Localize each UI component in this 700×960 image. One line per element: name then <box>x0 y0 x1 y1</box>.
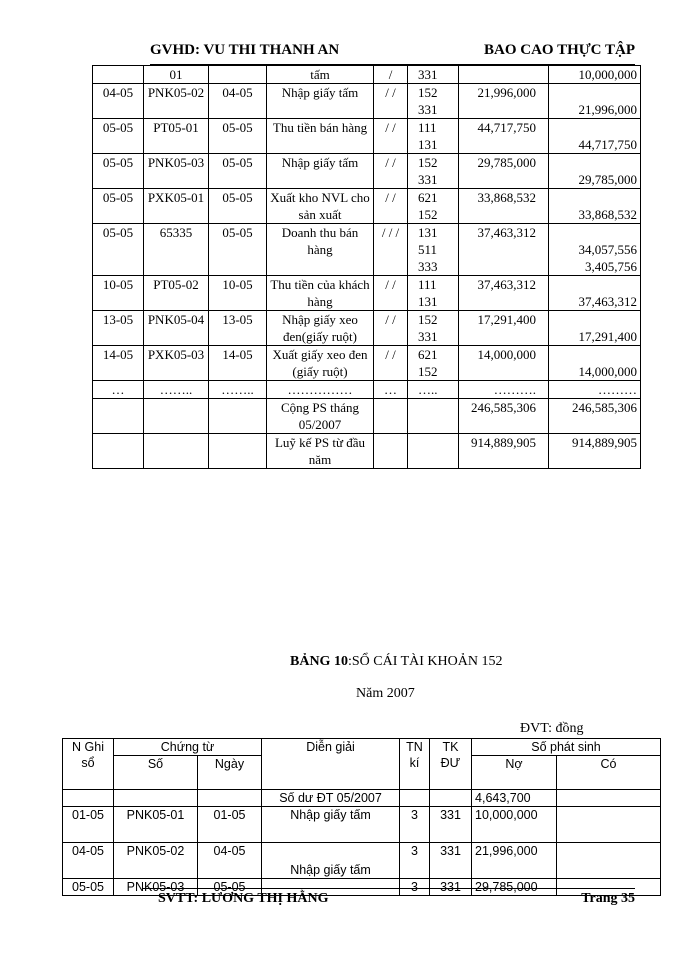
col-dien-giai-header: Diễn giải <box>262 739 400 790</box>
table-cell: 3 <box>400 843 430 879</box>
table-cell: 05-05 <box>198 879 262 896</box>
table-cell: 10,000,000 <box>549 66 641 84</box>
col-tn-header: TN kí <box>400 739 430 790</box>
table-cell <box>93 399 144 434</box>
table-cell: / / <box>374 311 408 346</box>
table-cell: tấm <box>267 66 374 84</box>
table-cell: Doanh thu bán hàng <box>267 224 374 276</box>
table-row <box>93 311 641 346</box>
table-cell: / / <box>374 119 408 154</box>
table-cell: 14,000,000 <box>549 346 641 381</box>
table-cell: Luỹ kế PS từ đầu năm <box>267 434 374 469</box>
table-cell <box>144 434 209 469</box>
table-cell: / / <box>374 346 408 381</box>
table-cell: 331 <box>408 66 459 84</box>
table-cell: PT05-02 <box>144 276 209 311</box>
table-cell: 111 131 <box>408 276 459 311</box>
ledger-year: Năm 2007 <box>356 686 415 701</box>
table-cell: …………… <box>267 381 374 399</box>
table-cell: PNK05-03 <box>114 879 198 896</box>
table-cell: 21,996,000 <box>549 84 641 119</box>
table-row <box>63 807 661 843</box>
table-cell: 246,585,306 <box>459 399 549 434</box>
table-cell: 04-05 <box>209 84 267 119</box>
table-cell: 14-05 <box>93 346 144 381</box>
table-cell: 331 <box>430 879 472 896</box>
table-cell: 05-05 <box>209 224 267 276</box>
table-row <box>93 399 641 434</box>
table-cell <box>209 399 267 434</box>
table-cell: PXK05-03 <box>144 346 209 381</box>
ledger-title-bold: BẢNG 10 <box>290 654 348 669</box>
table-cell: 01-05 <box>198 807 262 843</box>
table-cell: 3 <box>400 807 430 843</box>
table-cell: Cộng PS tháng 05/2007 <box>267 399 374 434</box>
table-row <box>93 66 641 84</box>
table-cell: 04-05 <box>198 843 262 879</box>
table-row <box>93 119 641 154</box>
table-cell <box>63 790 114 807</box>
table-cell <box>408 434 459 469</box>
page-header <box>150 42 635 65</box>
table-cell: 14,000,000 <box>459 346 549 381</box>
table-cell: 05-05 <box>93 119 144 154</box>
table-cell: 34,057,556 3,405,756 <box>549 224 641 276</box>
table-row <box>93 224 641 276</box>
table-row <box>93 189 641 224</box>
table-cell <box>459 66 549 84</box>
table-cell: 04-05 <box>93 84 144 119</box>
table-cell: / / <box>374 276 408 311</box>
table-cell: …….. <box>144 381 209 399</box>
table-cell <box>400 790 430 807</box>
table-cell: PNK05-02 <box>144 84 209 119</box>
table-row <box>63 879 661 896</box>
table-cell: … <box>93 381 144 399</box>
table-cell: Xuất kho NVL cho sản xuất <box>267 189 374 224</box>
table-cell: Thu tiền của khách hàng <box>267 276 374 311</box>
table-cell <box>209 434 267 469</box>
table-cell: 01-05 <box>63 807 114 843</box>
table-cell: / / <box>374 189 408 224</box>
table-cell <box>557 843 661 879</box>
footer-left: SVTT: LƯƠNG THỊ HẰNG <box>158 891 329 906</box>
table-cell: 37,463,312 <box>459 276 549 311</box>
col-tk-header: TK ĐƯ <box>430 739 472 790</box>
table-cell: 21,996,000 <box>459 84 549 119</box>
table-row <box>93 381 641 399</box>
table-cell: 33,868,532 <box>459 189 549 224</box>
table-cell <box>93 66 144 84</box>
table-cell: PNK05-03 <box>144 154 209 189</box>
ledger-table <box>62 738 661 896</box>
table-cell <box>430 790 472 807</box>
table-cell <box>144 399 209 434</box>
table-row <box>93 434 641 469</box>
table-row <box>93 84 641 119</box>
table-cell: 29,785,000 <box>459 154 549 189</box>
table-cell: 111 131 <box>408 119 459 154</box>
table-cell: 29,785,000 <box>472 879 557 896</box>
table-cell: 3 <box>400 879 430 896</box>
table-cell: Nhập giấy tấm <box>262 843 400 879</box>
table-cell: 29,785,000 <box>549 154 641 189</box>
col-ngay-header: Ngày <box>198 756 262 790</box>
table-cell: PNK05-01 <box>114 807 198 843</box>
table-cell: 152 331 <box>408 154 459 189</box>
table-cell: ………. <box>459 381 549 399</box>
table-row <box>93 276 641 311</box>
table-cell <box>93 434 144 469</box>
table-cell <box>198 790 262 807</box>
table-cell: ….. <box>408 381 459 399</box>
table-cell: 05-05 <box>209 189 267 224</box>
table-cell: 04-05 <box>63 843 114 879</box>
table-cell: 37,463,312 <box>459 224 549 276</box>
table-cell: 621 152 <box>408 346 459 381</box>
table-cell: 65335 <box>144 224 209 276</box>
table-cell: 13-05 <box>209 311 267 346</box>
table-row <box>63 790 661 807</box>
footer-right: Trang 35 <box>581 891 635 906</box>
table-cell: 21,996,000 <box>472 843 557 879</box>
col-no-header: Nợ <box>472 756 557 790</box>
ledger-header-row <box>63 739 661 756</box>
table-cell: / / / <box>374 224 408 276</box>
table-cell: 10,000,000 <box>472 807 557 843</box>
table-cell: 17,291,400 <box>459 311 549 346</box>
page-footer <box>143 888 635 906</box>
table-cell <box>114 790 198 807</box>
table-cell: 05-05 <box>93 224 144 276</box>
table-cell: / / <box>374 84 408 119</box>
col-chung-tu-header: Chứng từ <box>114 739 262 756</box>
table-cell: PT05-01 <box>144 119 209 154</box>
table-cell: Nhập giấy tấm <box>267 154 374 189</box>
header-left: GVHD: VU THI THANH AN <box>150 42 340 58</box>
table-cell: 10-05 <box>209 276 267 311</box>
table-cell: 331 <box>430 843 472 879</box>
table-cell: 05-05 <box>209 119 267 154</box>
table-cell: 44,717,750 <box>549 119 641 154</box>
table-cell <box>557 807 661 843</box>
col-so-header: Số <box>114 756 198 790</box>
table-cell: 33,868,532 <box>549 189 641 224</box>
journal-table <box>92 65 641 469</box>
table-cell: Nhập giấy tấm <box>267 84 374 119</box>
table-cell: Số dư ĐT 05/2007 <box>262 790 400 807</box>
table-cell: 14-05 <box>209 346 267 381</box>
table-cell: Nhập giấy xeo đen(giấy ruột) <box>267 311 374 346</box>
table-cell <box>209 66 267 84</box>
ledger-title <box>290 654 502 670</box>
table-cell: 13-05 <box>93 311 144 346</box>
table-cell <box>557 790 661 807</box>
table-cell: / / <box>374 154 408 189</box>
table-cell: 44,717,750 <box>459 119 549 154</box>
table-cell: 05-05 <box>209 154 267 189</box>
table-cell <box>374 399 408 434</box>
ledger-title-rest: :SỔ CÁI TÀI KHOẢN 152 <box>347 654 503 669</box>
table-cell: ……… <box>549 381 641 399</box>
table-cell: 152 331 <box>408 84 459 119</box>
col-so-phat-sinh-header: Số phát sinh <box>472 739 661 756</box>
table-cell: …….. <box>209 381 267 399</box>
table-cell: 621 152 <box>408 189 459 224</box>
table-cell: 05-05 <box>63 879 114 896</box>
ledger-unit: ĐVT: đồng <box>520 721 584 736</box>
table-cell: 01 <box>144 66 209 84</box>
col-co-header: Có <box>557 756 661 790</box>
table-cell <box>408 399 459 434</box>
table-cell: PNK05-02 <box>114 843 198 879</box>
table-cell: / <box>374 66 408 84</box>
table-cell: 05-05 <box>93 189 144 224</box>
table-cell: 37,463,312 <box>549 276 641 311</box>
table-cell: … <box>374 381 408 399</box>
table-cell: 914,889,905 <box>549 434 641 469</box>
table-cell: Thu tiền bán hàng <box>267 119 374 154</box>
table-cell: 152 331 <box>408 311 459 346</box>
table-cell: 10-05 <box>93 276 144 311</box>
table-row <box>93 346 641 381</box>
table-cell: Xuất giấy xeo đen (giấy ruột) <box>267 346 374 381</box>
table-cell: 131 511 333 <box>408 224 459 276</box>
table-cell: 331 <box>430 807 472 843</box>
table-cell: 4,643,700 <box>472 790 557 807</box>
table-cell: 17,291,400 <box>549 311 641 346</box>
table-cell: PNK05-04 <box>144 311 209 346</box>
table-cell: 246,585,306 <box>549 399 641 434</box>
table-row <box>63 843 661 879</box>
table-cell: PXK05-01 <box>144 189 209 224</box>
table-cell: Nhập giấy tấm <box>262 807 400 843</box>
table-cell: 914,889,905 <box>459 434 549 469</box>
col-n-header: N Ghi sổ <box>63 739 114 790</box>
table-cell: 05-05 <box>93 154 144 189</box>
table-cell <box>374 434 408 469</box>
header-right: BAO CAO THỰC TẬP <box>484 42 635 58</box>
table-row <box>93 154 641 189</box>
